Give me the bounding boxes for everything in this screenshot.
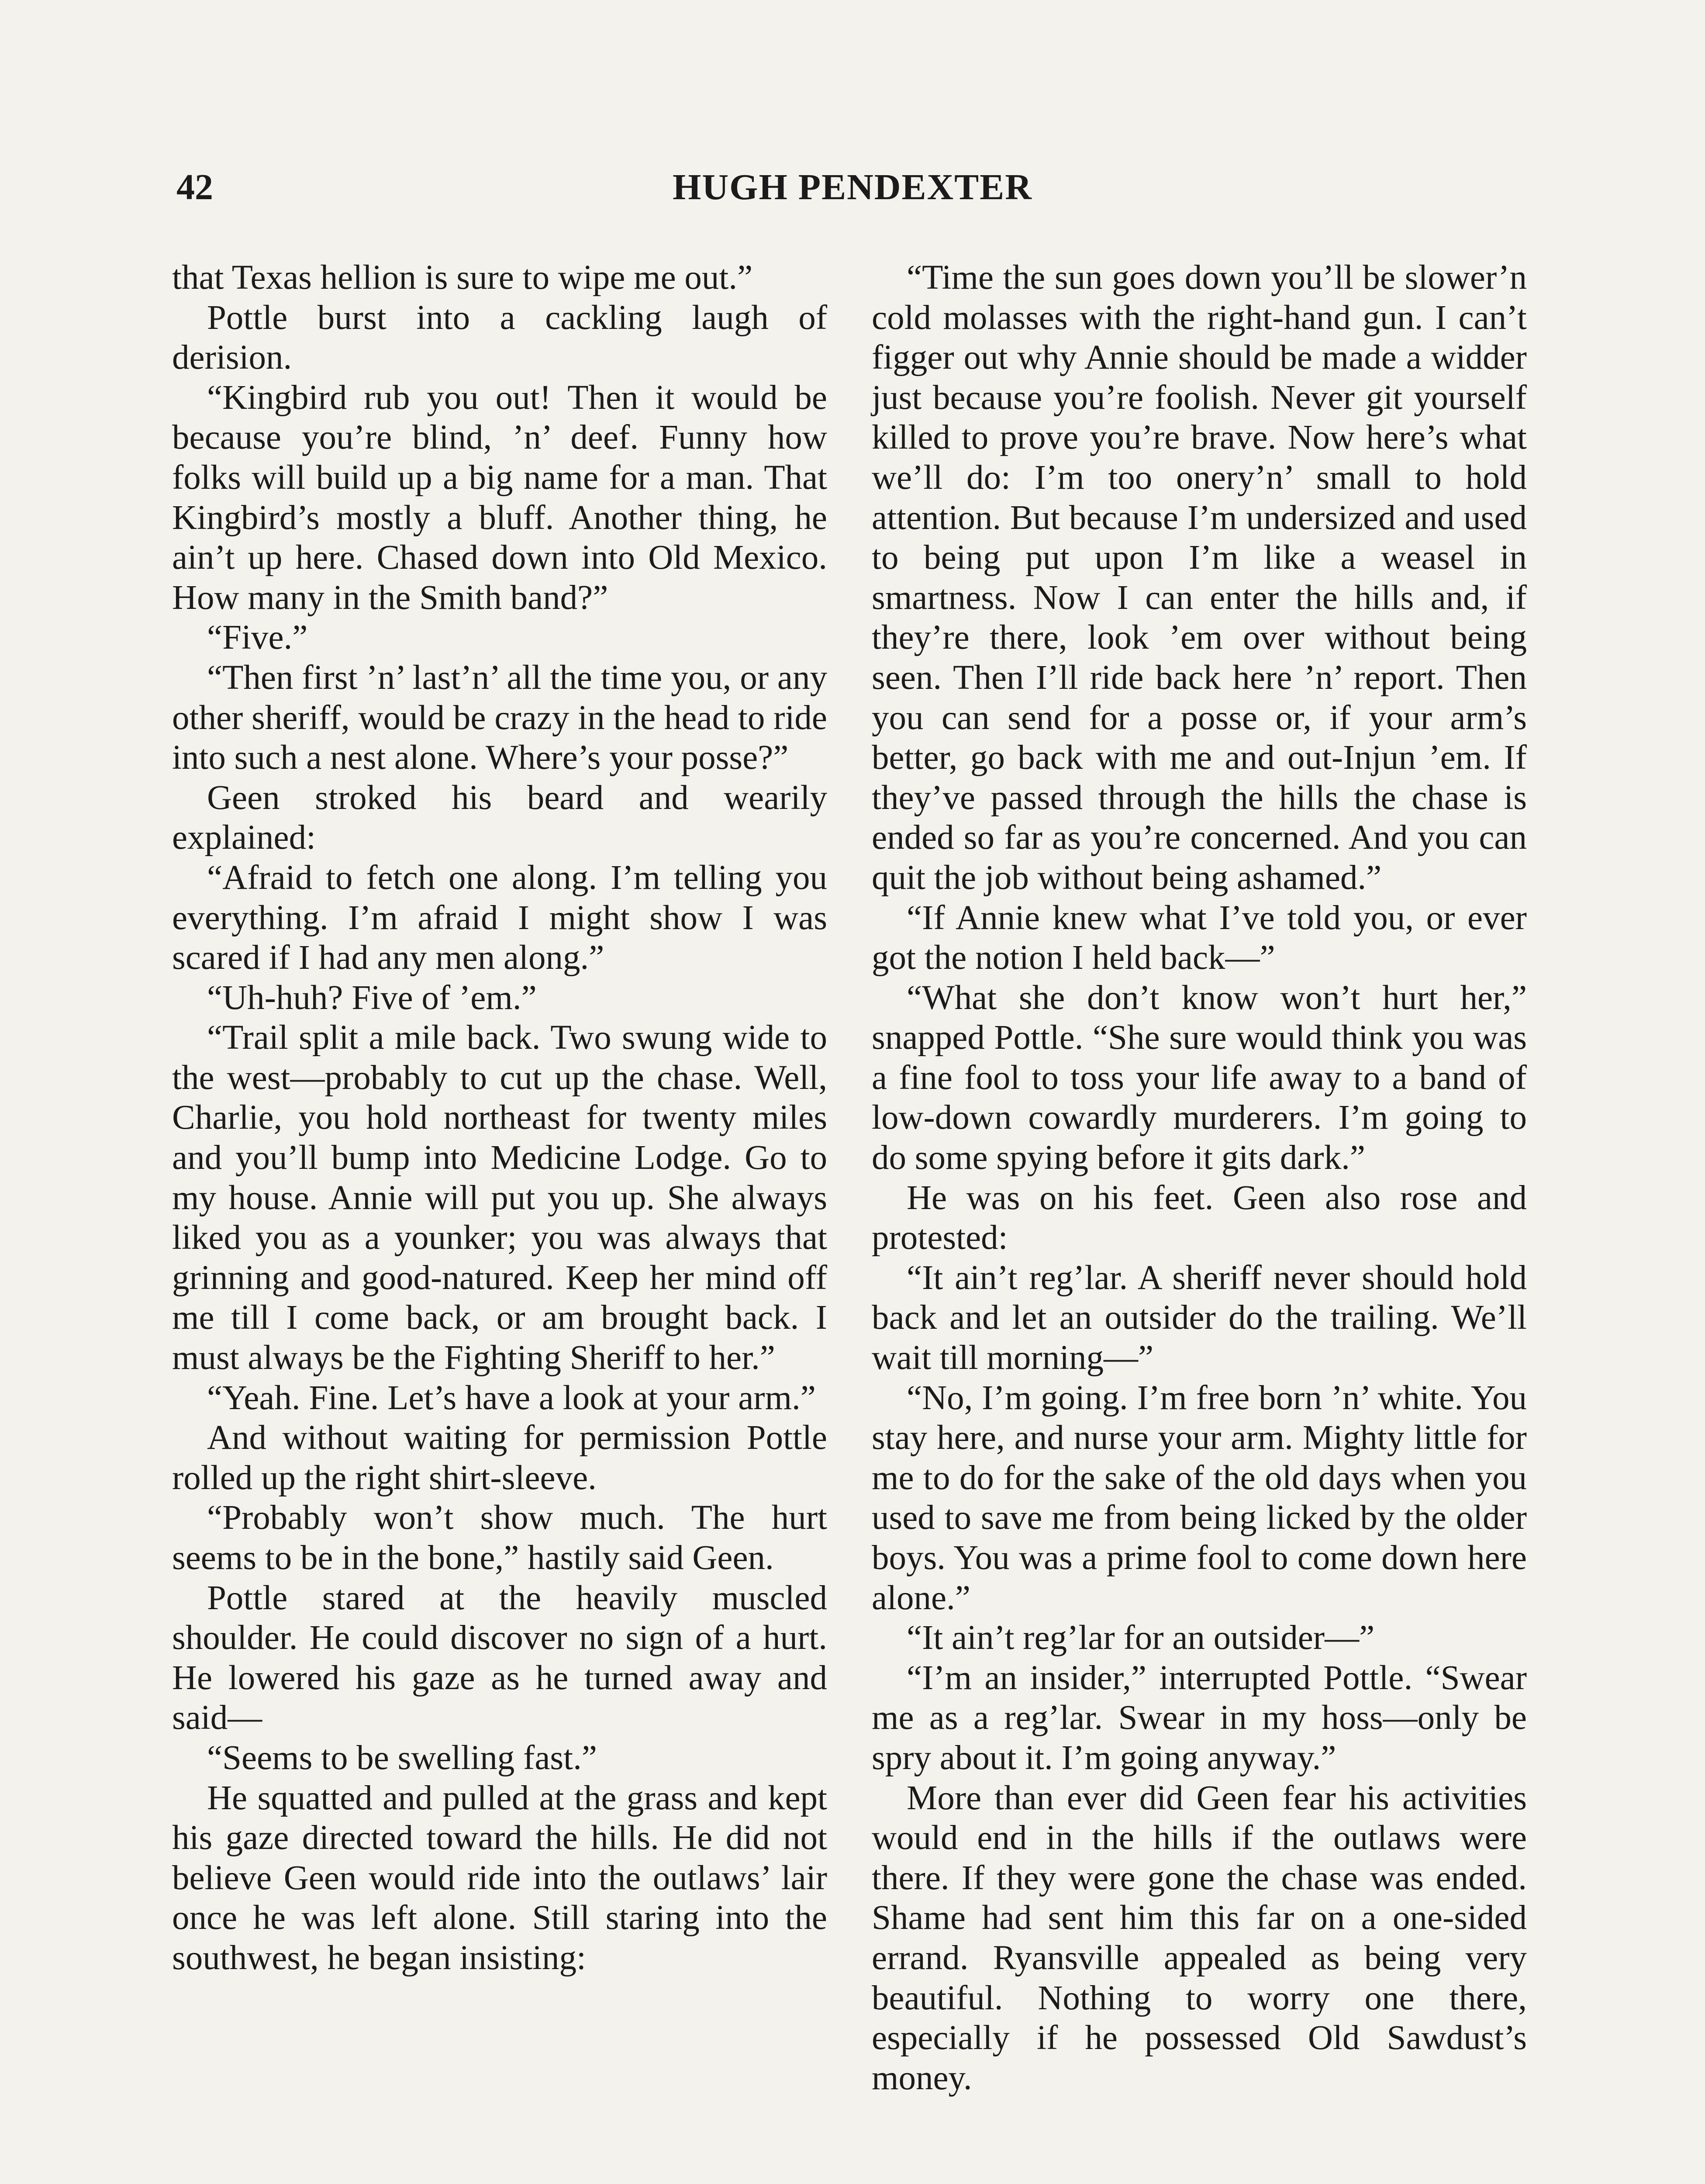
paragraph: “Yeah. Fine. Let’s have a look at your arm.” <box>207 1379 816 1417</box>
paragraph: He squatted and pulled at the grass and kept his gaze directed toward the hills. He did not believe Geen would ride into the outlaws’ lair once he was left alone. Still staring into the southwest, he began insisting: <box>172 1779 827 1977</box>
paragraph: “Then first ’n’ last’n’ all the time you, or any other sheriff, would be crazy in the head to ride into such a nest alone. Where’s your posse?” <box>172 658 827 777</box>
paragraph: And without waiting for permission Pottle rolled up the right shirt-sleeve. <box>172 1419 827 1497</box>
paragraph: that Texas hellion is sure to wipe me out.” <box>172 259 753 297</box>
paragraph: “Afraid to fetch one along. I’m telling you everything. I’m afraid I might show I was scared if I had any men along.” <box>172 858 827 977</box>
paragraph: “It ain’t reg’lar for an outsider—” <box>907 1619 1375 1657</box>
left-column <box>172 258 827 1978</box>
paragraph: “Probably won’t show much. The hurt seems to be in the bone,” hastily said Geen. <box>172 1499 827 1577</box>
paragraph: “What she don’t know won’t hurt her,” snapped Pottle. “She sure would think you was a fine fool to toss your life away to a band of low-down cowardly murderers. I’m going to do some spying before it gits dark.” <box>872 978 1527 1177</box>
paragraph: “Trail split a mile back. Two swung wide to the west—probably to cut up the chase. Well, Charlie, you hold northeast for twenty miles and you’ll bump into Medicine Lodge. Go to my house. Annie will put you up. She always liked you as a younker; you was always that grinning and good-natured. Keep her mind off me till I come back, or am brought back. I must always be the Fighting Sheriff to her.” <box>172 1019 827 1377</box>
paragraph: Geen stroked his beard and wearily explained: <box>172 778 827 857</box>
paragraph: More than ever did Geen fear his activities would end in the hills if the outlaws were there. If they were gone the chase was ended. Shame had sent him this far on a one-sided errand. Ryansville appealed as being very beautiful. Nothing to worry one there, especially if he possessed Old Sawdust’s money. <box>872 1779 1527 2097</box>
paragraph: “Time the sun goes down you’ll be slower’n cold molasses with the right-hand gun. I can’t figger out why Annie should be made a widder just because you’re foolish. Never git yourself killed to prove you’re brave. Now here’s what we’ll do: I’m too onery’n’ small to hold attention. But because I’m undersized and used to being put upon I’m like a weasel in smartness. Now I can enter the hills and, if they’re there, look ’em over without being seen. Then I’ll ride back here ’n’ report. Then you can send for a posse or, if your arm’s better, go back with me and out-Injun ’em. If they’ve passed through the hills the chase is ended so far as you’re concerned. And you can quit the job without being ashamed.” <box>872 259 1527 897</box>
paragraph: “No, I’m going. I’m free born ’n’ white. You stay here, and nurse your arm. Mighty little for me to do for the sake of the old days when you used to save me from being licked by the older boys. You was a prime fool to come down here alone.” <box>872 1379 1527 1617</box>
right-column <box>872 258 1527 2098</box>
page-number: 42 <box>176 167 213 207</box>
paragraph: “I’m an insider,” interrupted Pottle. “Swear me as a reg’lar. Swear in my hoss—only be spry about it. I’m going anyway.” <box>872 1659 1527 1777</box>
paragraph: “It ain’t reg’lar. A sheriff never should hold back and let an outsider do the trailing. We’ll wait till morning—” <box>872 1258 1527 1377</box>
paragraph: “If Annie knew what I’ve told you, or ever got the notion I held back—” <box>872 898 1527 977</box>
paragraph: “Uh-huh? Five of ’em.” <box>207 978 537 1017</box>
paragraph: “Five.” <box>207 619 308 657</box>
running-head: HUGH PENDEXTER <box>673 167 1032 207</box>
paragraph: “Kingbird rub you out! Then it would be because you’re blind, ’n’ deef. Funny how folks will build up a big name for a man. That Kingbird’s mostly a bluff. Another thing, he ain’t up here. Chased down into Old Mexico. How many in the Smith band?” <box>172 378 827 617</box>
paragraph: He was on his feet. Geen also rose and protested: <box>872 1178 1527 1257</box>
paragraph: Pottle burst into a cackling laugh of derision. <box>172 298 827 377</box>
paragraph: Pottle stared at the heavily muscled shoulder. He could discover no sign of a hurt. He lowered his gaze as he turned away and said— <box>172 1579 827 1737</box>
paragraph: “Seems to be swelling fast.” <box>207 1738 597 1777</box>
